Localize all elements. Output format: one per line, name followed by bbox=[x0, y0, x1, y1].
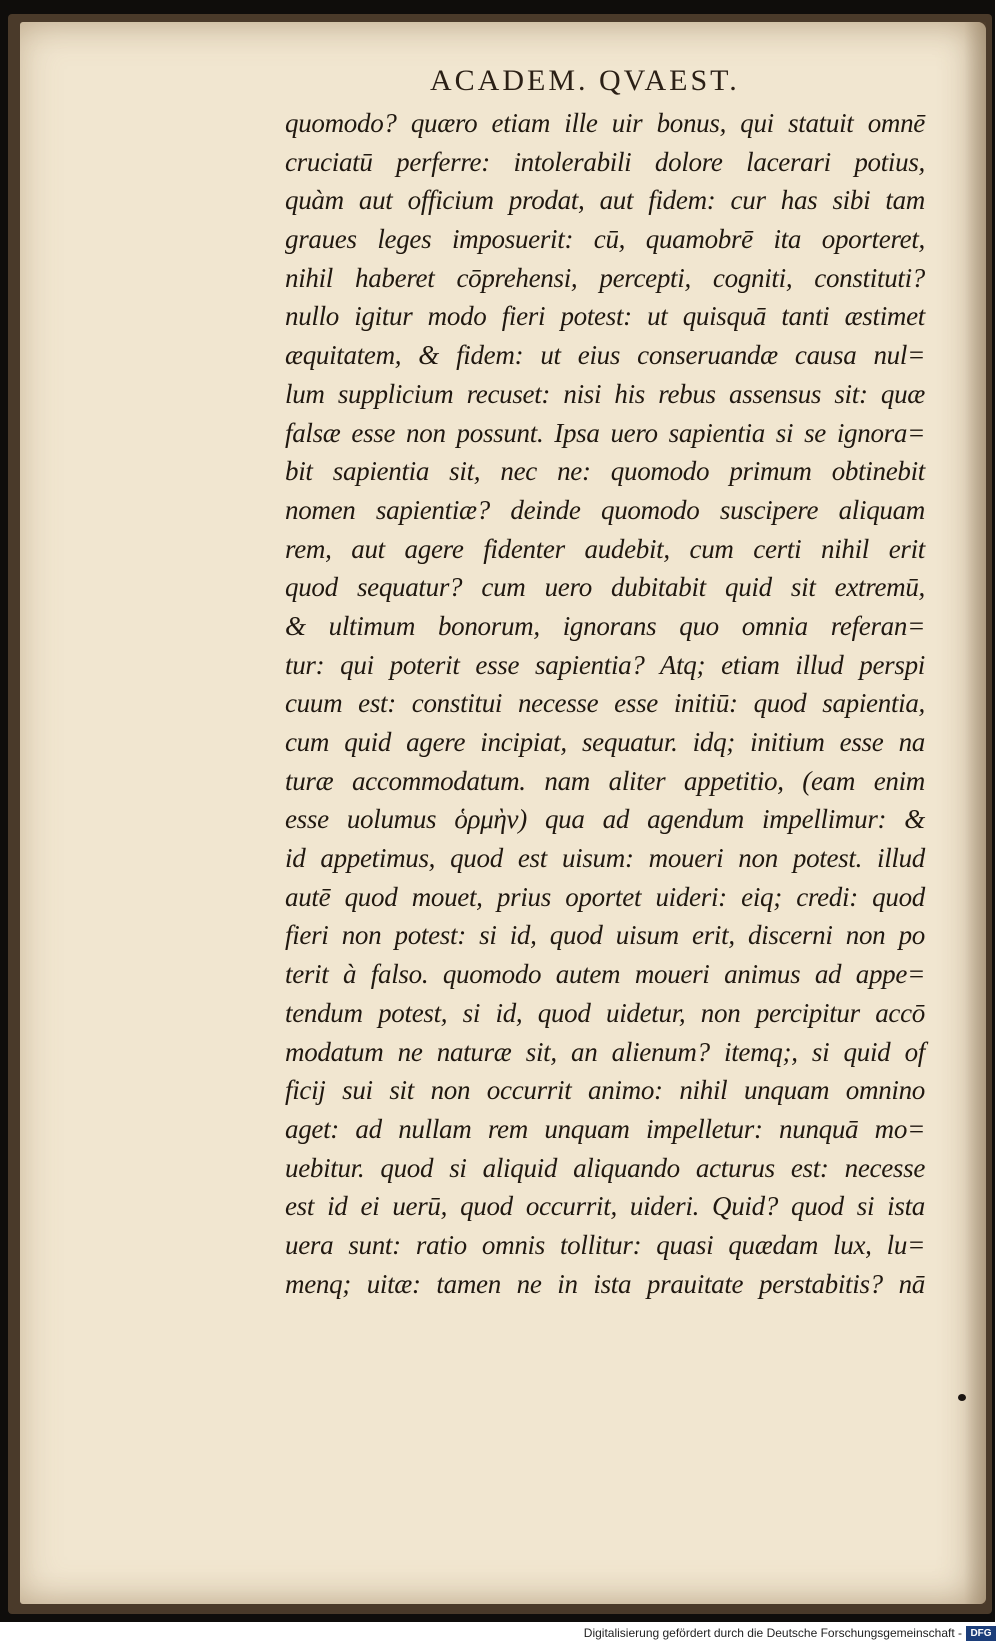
text-line: terit à falso. quomodo autem moueri animus ad appe= bbox=[285, 959, 925, 990]
text-line: falsæ esse non possunt. Ipsa uero sapientia si se ignora= bbox=[285, 417, 925, 448]
text-line: nihil haberet cōprehensi, percepti, cogniti, constituti? bbox=[285, 262, 925, 293]
text-line: cuum est: constitui necesse esse initiū: quod sapientia, bbox=[285, 688, 925, 719]
text-line: cruciatū perferre: intolerabili dolore lacerari potius, bbox=[285, 146, 925, 177]
text-line: autē quod mouet, prius oportet uideri: eiq; credi: quod bbox=[285, 881, 925, 912]
text-line: quomodo? quæro etiam ille uir bonus, qui statuit omnē bbox=[285, 108, 925, 138]
text-line: bit sapientia sit, nec ne: quomodo primum obtinebit bbox=[285, 456, 925, 487]
text-line: nomen sapientiæ? deinde quomodo suscipere aliquam bbox=[285, 494, 925, 525]
funding-credit: Digitalisierung gefördert durch die Deutsche Forschungsgemeinschaft - bbox=[583, 1626, 962, 1640]
text-line: aget: ad nullam rem unquam impelletur: nunquā mo= bbox=[285, 1113, 925, 1144]
ink-mark bbox=[958, 1394, 966, 1401]
text-line: uebitur. quod si aliquid aliquando acturus est: necesse bbox=[285, 1152, 925, 1183]
running-head: ACADEM. QVAEST. bbox=[430, 64, 740, 97]
text-line: esse uolumus ὁρμὴν) qua ad agendum impellimur: & bbox=[285, 804, 925, 835]
text-line: tendum potest, si id, quod uidetur, non percipitur accō bbox=[285, 997, 925, 1028]
text-line: graues leges imposuerit: cū, quamobrē ita oporteret, bbox=[285, 224, 925, 255]
text-line: lum supplicium recuset: nisi his rebus assensus sit: quæ bbox=[285, 378, 925, 409]
page-fold-shadow bbox=[964, 22, 986, 1604]
text-line: turæ accommodatum. nam aliter appetitio, (eam enim bbox=[285, 765, 925, 796]
text-line: tur: qui poterit esse sapientia? Atq; etiam illud perspi bbox=[285, 649, 925, 680]
text-line: rem, aut agere fidenter audebit, cum certi nihil erit bbox=[285, 533, 925, 564]
text-line: menq; uitæ: tamen ne in ista prauitate perstabitis? nā bbox=[285, 1268, 925, 1299]
text-line: modatum ne naturæ sit, an alienum? itemq;, si quid of bbox=[285, 1036, 925, 1067]
text-line: nullo igitur modo fieri potest: ut quisquā tanti æstimet bbox=[285, 301, 925, 332]
dfg-logo: DFG bbox=[966, 1626, 996, 1641]
footer bbox=[0, 1622, 1000, 1646]
text-line: est id ei uerū, quod occurrit, uideri. Quid? quod si ista bbox=[285, 1191, 925, 1222]
text-line: cum quid agere incipiat, sequatur. idq; initium esse na bbox=[285, 727, 925, 757]
text-line: quod sequatur? cum uero dubitabit quid sit extremū, bbox=[285, 572, 925, 603]
text-line: uera sunt: ratio omnis tollitur: quasi quædam lux, lu= bbox=[285, 1229, 925, 1260]
text-line: fieri non potest: si id, quod uisum erit, discerni non po bbox=[285, 920, 925, 951]
body-text bbox=[285, 104, 925, 1303]
text-line: quàm aut officium prodat, aut fidem: cur has sibi tam bbox=[285, 185, 925, 216]
text-line: æquitatem, & fidem: ut eius conseruandæ causa nul= bbox=[285, 340, 925, 371]
text-line: id appetimus, quod est uisum: moueri non potest. illud bbox=[285, 843, 925, 874]
text-line: & ultimum bonorum, ignorans quo omnia referan= bbox=[285, 610, 925, 641]
text-line: ficij sui sit non occurrit animo: nihil unquam omnino bbox=[285, 1075, 925, 1106]
